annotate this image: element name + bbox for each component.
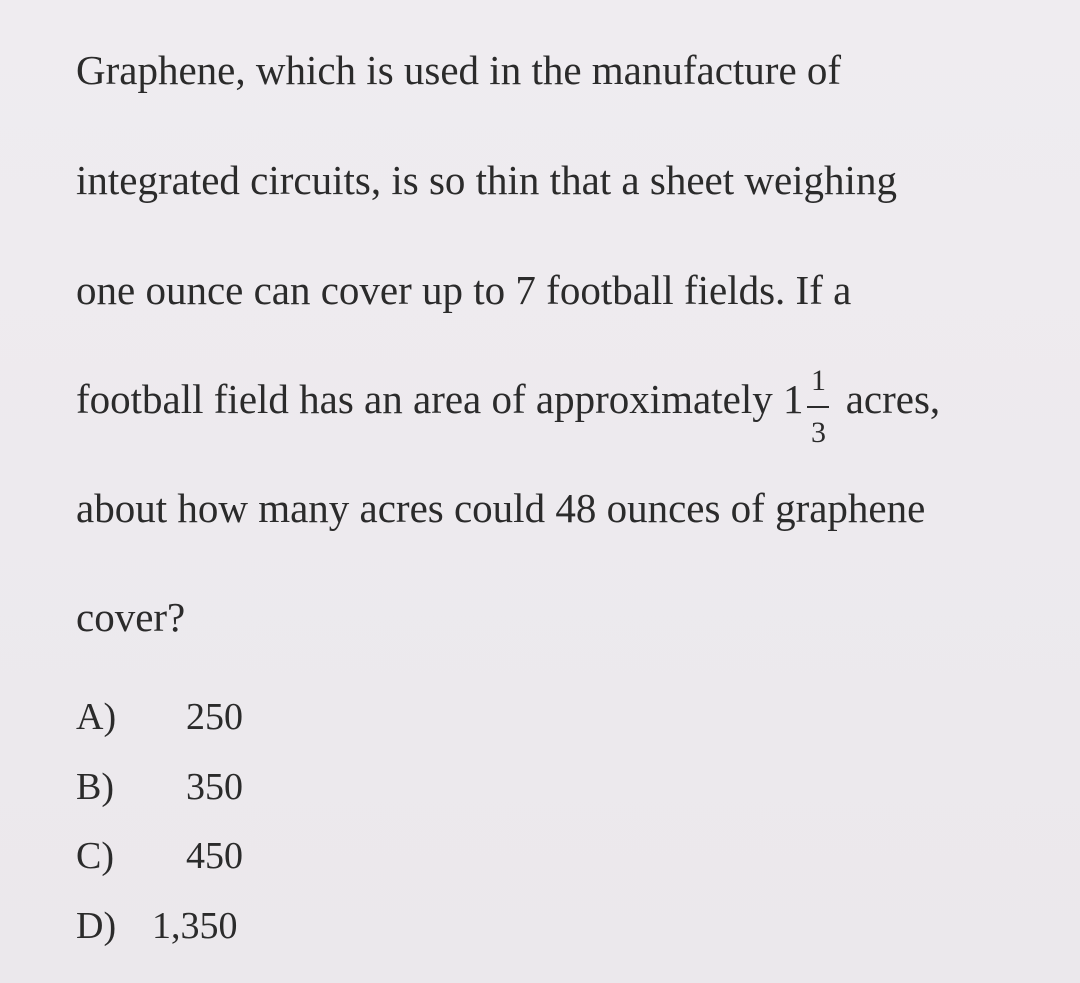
fraction-denominator: 3 — [810, 416, 826, 449]
question-line-4-unit: acres, — [845, 376, 941, 422]
choice-d-letter: D) — [76, 905, 117, 947]
choice-a[interactable] — [76, 698, 306, 736]
mixed-number-fraction — [805, 364, 831, 449]
question-line-1: Graphene, which is used in the manufacture of — [76, 47, 842, 93]
question-line-4 — [76, 364, 941, 449]
choice-a-letter: A) — [76, 696, 117, 738]
question-line-2: integrated circuits, is so thin that a sheet weighing — [76, 157, 897, 203]
question-line-5: about how many acres could 48 ounces of graphene — [76, 485, 926, 531]
choice-b-letter: B) — [76, 766, 114, 808]
choice-b-value: 350 — [186, 766, 243, 808]
choice-d[interactable] — [76, 907, 302, 945]
fraction-bar — [807, 406, 829, 408]
choice-c-value: 450 — [186, 835, 243, 877]
choice-c[interactable] — [76, 837, 306, 875]
choice-a-value: 250 — [186, 696, 243, 738]
question-line-4-text: football field has an area of approximately 1 — [76, 376, 804, 422]
question-line-6: cover? — [76, 594, 186, 640]
choice-c-letter: C) — [76, 835, 114, 877]
fraction-numerator: 1 — [810, 364, 826, 397]
choice-b[interactable] — [76, 768, 306, 806]
choice-d-value: 1,350 — [152, 905, 238, 947]
question-line-3: one ounce can cover up to 7 football fields. If a — [76, 267, 852, 313]
